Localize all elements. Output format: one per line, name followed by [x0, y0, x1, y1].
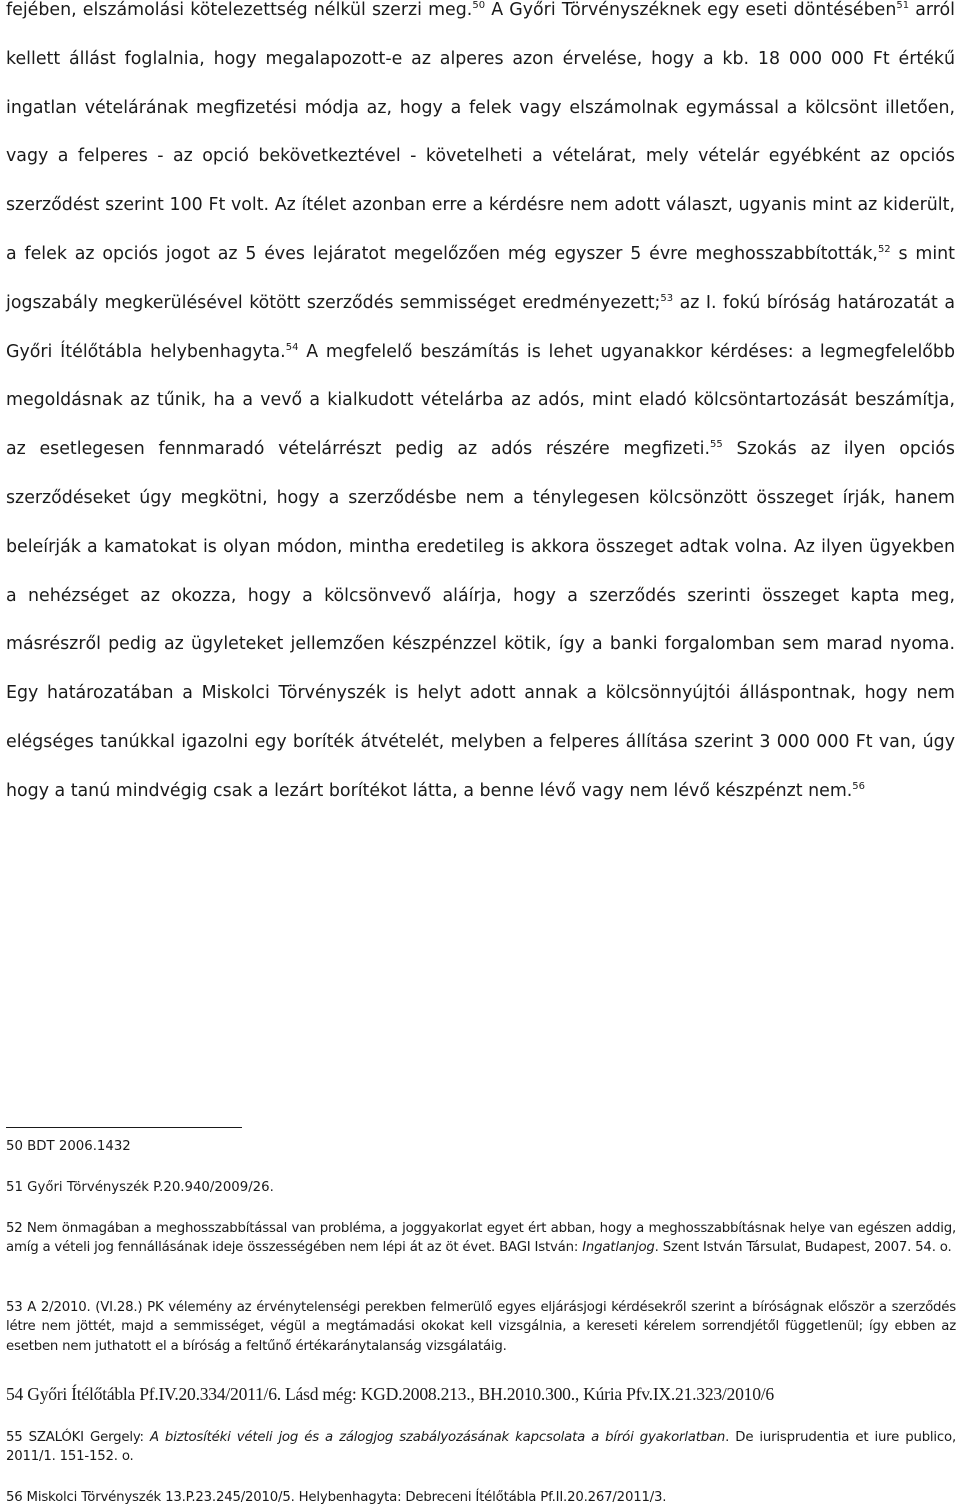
- footnote-ref-53[interactable]: 53: [660, 292, 674, 304]
- footnote-ref-51[interactable]: 51: [896, 0, 910, 11]
- footnote-55-author: 55 SZALÓKI Gergely:: [6, 1430, 150, 1445]
- footnote-56: 56 Miskolci Törvényszék 13.P.23.245/2010/5. Helybenhagyta: Debreceni Ítélőtábla Pf.II.20.267/2011/3.: [6, 1490, 667, 1505]
- footnote-55-title: A biztosítéki vételi jog és a zálogjog szabályozásának kapcsolata a bírói gyakorlatban: [149, 1430, 726, 1445]
- footnote-54: 54 Győri Ítélőtábla Pf.IV.20.334/2011/6. Lásd még: KGD.2008.213., BH.2010.300., Kúria Pfv.IX.21.323/2010/6: [6, 1384, 774, 1404]
- main-paragraph: [6, 0, 955, 816]
- footnote-ref-54[interactable]: 54: [285, 341, 299, 353]
- paragraph-text-run: A Győri Törvényszéknek egy eseti döntésében: [485, 0, 897, 20]
- footnote-ref-56[interactable]: 56: [852, 780, 866, 792]
- paragraph-text-run: az I. fokú bíróság határozatát a Győri Ítélőtábla helybenhagyta.: [6, 292, 955, 362]
- footnote-separator: [6, 1127, 242, 1128]
- paragraph-text-run: fejében, elszámolási kötelezettség nélkül szerzi meg.: [6, 0, 473, 20]
- footnote-55: [6, 1428, 956, 1467]
- footnote-50: 50 BDT 2006.1432: [6, 1139, 131, 1154]
- footnote-52-source: . Szent István Társulat, Budapest, 2007. 54. o.: [654, 1240, 952, 1256]
- paragraph-text-run: arról kellett állást foglalnia, hogy megalapozott-e az alperes azon érvelése, hogy a kb. 18 000 000 Ft értékű ingatlan vételárának megfizetési módja az, hogy a felek vagy elszámolnak egymással a kölcsönt illetően, vagy a felperes - az opció bekövetkeztével - követelheti a vételárat, mely vételár egyébként az opciós szerződést szerint 100 Ft volt. Az ítélet azonban erre a kérdésre nem adott választ, ugyanis mint az kiderült, a felek az opciós jogot az 5 éves lejáratot megelőzően még egyszer 5 évre meghosszabbították,: [6, 0, 956, 264]
- footnote-ref-55[interactable]: 55: [710, 439, 723, 451]
- paragraph-text-run: A megfelelő beszámítás is lehet ugyanakkor kérdéses: a legmegfelelőbb megoldásnak az tűnik, ha a vevő a kialkudott vételárba az adós, mint eladó kölcsöntartozását beszámítja, az esetlegesen fennmaradó vételárrészt pedig az adós részére megfizeti.: [6, 341, 955, 460]
- footnote-52-title: Ingatlanjog: [582, 1240, 655, 1256]
- footnote-51: 51 Győri Törvényszék P.20.940/2009/26.: [6, 1180, 274, 1195]
- footnote-52-text: 52 Nem önmagában a meghosszabbítással van probléma, a joggyakorlat egyet ért abban, hogy a meghosszabbításnak helye van egészen addig, amíg a vételi jog fennállásának ideje összességében nem lépi át az öt évet. BAGI István:: [6, 1221, 956, 1256]
- footnote-55-source: . De iurisprudentia et iure publico, 2011/1. 151-152. o.: [6, 1430, 956, 1465]
- paragraph-text-run: s mint jogszabály megkerülésével kötött szerződés semmisséget eredményezett;: [6, 243, 955, 313]
- footnote-52: [6, 1219, 956, 1258]
- footnote-ref-50[interactable]: 50: [472, 0, 486, 11]
- footnote-53: 53 A 2/2010. (VI.28.) PK vélemény az érvénytelenségi perekben felmerülő egyes eljárásjogi kérdésekről szerint a bíróságnak először a szerződés létre nem jöttét, majd a semmisséget, végül a megtámadási okokat kell vizsgálnia, a kereseti kérelem sorrendjétől függetlenül; így ebben az esetben nem juthatott el a bíróság a feltűnő értékaránytalanság vizsgálatáig.: [6, 1300, 956, 1354]
- footnote-ref-52[interactable]: 52: [877, 243, 891, 255]
- paragraph-text-run: Szokás az ilyen opciós szerződéseket úgy megkötni, hogy a szerződésbe nem a ténylegesen kölcsönzött összeget írják, hanem beleírják a kamatokat is olyan módon, mintha eredetileg is akkora összeget adtak volna. Az ilyen ügyekben a nehézséget az okozza, hogy a kölcsönvevő aláírja, hogy a szerződés szerinti összeget kapta meg, másrészről pedig az ügyleteket jellemzően készpénzzel kötik, így a banki forgalomban sem marad nyoma. Egy határozatában a Miskolci Törvényszék is helyt adott annak a kölcsönnyújtói álláspontnak, hogy nem elégséges tanúkkal igazolni egy boríték átvételét, melyben a felperes állítása szerint 3 000 000 Ft van, úgy hogy a tanú mindvégig csak a lezárt borítékot látta, a benne lévő vagy nem lévő készpénzt nem.: [6, 439, 955, 801]
